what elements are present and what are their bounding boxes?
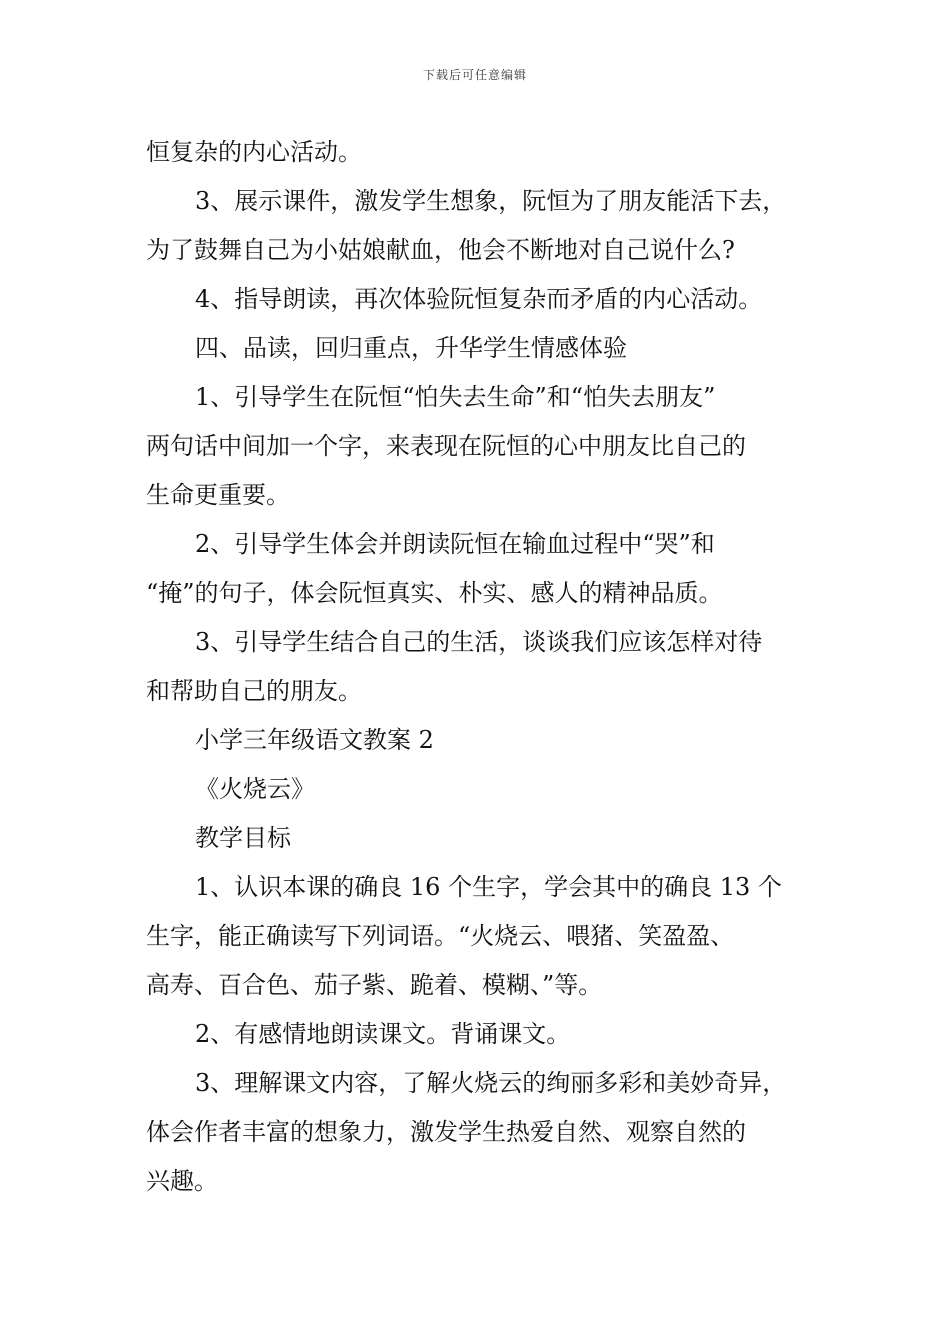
text-title: 《火烧云》 [195, 775, 315, 803]
text-line: 1、认识本课的确良 16 个生字，学会其中的确良 13 个 [195, 873, 782, 901]
text-line: 4、指导朗读，再次体验阮恒复杂而矛盾的内心活动。 [195, 285, 763, 313]
text-line: 2、引导学生体会并朗读阮恒在输血过程中“哭”和 [195, 530, 715, 558]
section-heading: 四、品读，回归重点，升华学生情感体验 [195, 334, 627, 362]
page-header: 下载后可任意编辑 [422, 68, 527, 82]
text-line: 3、展示课件，激发学生想象，阮恒为了朋友能活下去， [195, 187, 787, 215]
text-line: 生命更重要。 [146, 481, 290, 509]
text-line: 为了鼓舞自己为小姑娘献血，他会不断地对自己说什么? [146, 236, 735, 264]
section-heading: 教学目标 [195, 824, 291, 852]
text-line: 2、有感情地朗读课文。背诵课文。 [195, 1020, 571, 1048]
text-line: “掩”的句子，体会阮恒真实、朴实、感人的精神品质。 [146, 579, 723, 607]
text-line: 1、引导学生在阮恒“怕失去生命”和“怕失去朋友” [195, 383, 716, 411]
lesson-title: 小学三年级语文教案 2 [195, 726, 434, 754]
text-line: 恒复杂的内心活动。 [146, 138, 362, 166]
text-line: 3、理解课文内容，了解火烧云的绚丽多彩和美妙奇异， [195, 1069, 787, 1097]
text-line: 生字，能正确读写下列词语。“火烧云、喂猪、笑盈盈、 [146, 922, 735, 950]
text-line: 体会作者丰富的想象力，激发学生热爱自然、观察自然的 [146, 1118, 746, 1146]
text-line: 两句话中间加一个字，来表现在阮恒的心中朋友比自己的 [146, 432, 746, 460]
text-line: 3、引导学生结合自己的生活，谈谈我们应该怎样对待 [195, 628, 763, 656]
text-line: 兴趣。 [146, 1167, 218, 1195]
text-line: 和帮助自己的朋友。 [146, 677, 362, 705]
document-body [146, 128, 811, 1206]
text-line: 高寿、百合色、茄子紫、跪着、模糊、”等。 [146, 971, 603, 999]
